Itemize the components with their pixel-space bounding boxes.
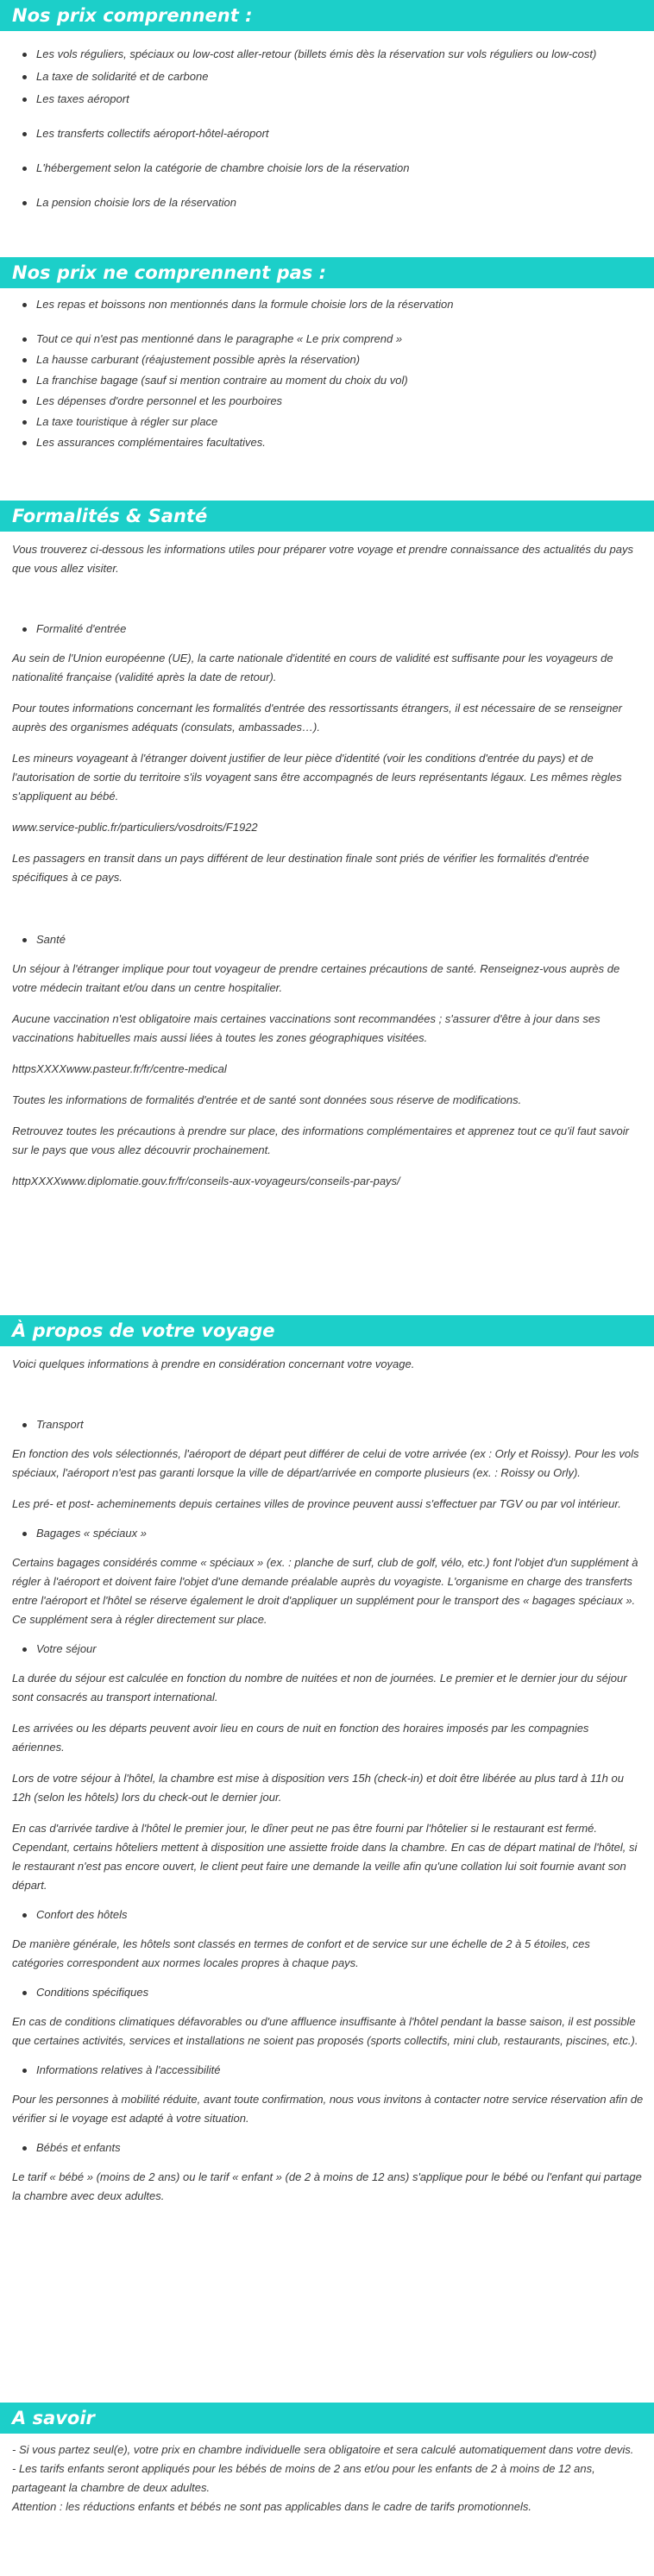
formalities-section — [0, 501, 654, 1315]
entry-link: www.service-public.fr/particuliers/vosdroits/F1922 — [12, 821, 258, 834]
formalities-intro: Vous trouverez ci-dessous les informations utiles pour préparer votre voyage et prendre connaissance des actualités du pays que vous allez visiter. — [12, 543, 633, 575]
about-title: À propos de votre voyage — [0, 1315, 654, 1346]
about-section — [0, 1315, 654, 2403]
baggage-label: Bagages « spéciaux » — [0, 1526, 654, 1541]
excluded-list — [0, 297, 654, 450]
transport-label: Transport — [0, 1417, 654, 1433]
entry-paragraph: Pour toutes informations concernant les formalités d'entrée des ressortissants étrangers, il est nécessaire de se renseigner auprès des organismes adéquats (consulats, ambassades…). — [12, 702, 623, 734]
excluded-item: Les assurances complémentaires facultatives. — [0, 435, 654, 450]
excluded-item: Tout ce qui n'est pas mentionné dans le paragraphe « Le prix comprend » — [0, 331, 654, 347]
stay-paragraph: En cas d'arrivée tardive à l'hôtel le premier jour, le dîner peut ne pas être fourni par l'hôtelier si le restaurant est fermé. Cependant, certains hôteliers mettent à disposition une assiette froide dans la chambre. En cas de départ matinal de l'hôtel, si le restaurant n'est pas encore ouvert, le client peut faire une demande la veille afin qu'une collation lui soit fournie avant son départ. — [12, 1822, 638, 1892]
excluded-item: Les repas et boissons non mentionnés dans la formule choisie lors de la réservation — [0, 297, 654, 312]
included-item: L'hébergement selon la catégorie de chambre choisie lors de la réservation — [0, 161, 654, 176]
conditions-paragraph: En cas de conditions climatiques défavorables ou d'une affluence insuffisante à l'hôtel pendant la basse saison, il est possible que certaines activités, services et installations ne soient pas proposés (sports collectifs, mini club, restaurants, piscines, etc.). — [12, 2015, 638, 2047]
know-line: - Si vous partez seul(e), votre prix en chambre individuelle sera obligatoire et sera calculé automatiquement dans votre devis. — [12, 2443, 634, 2456]
accessibility-paragraph: Pour les personnes à mobilité réduite, avant toute confirmation, nous vous invitons à contacter notre service réservation afin de vérifier si le voyage est adapté à votre situation. — [12, 2093, 644, 2125]
entry-label: Formalité d'entrée — [0, 621, 654, 637]
excluded-item: La franchise bagage (sauf si mention contraire au moment du choix du vol) — [0, 373, 654, 388]
excluded-title: Nos prix ne comprennent pas : — [0, 257, 654, 288]
transport-paragraph: Les pré- et post- acheminements depuis certaines villes de province peuvent aussi s'effectuer par TGV ou par vol intérieur. — [12, 1497, 621, 1510]
know-title: A savoir — [0, 2403, 654, 2434]
accessibility-label: Informations relatives à l'accessibilité — [0, 2063, 654, 2078]
included-item: Les vols réguliers, spéciaux ou low-cost aller-retour (billets émis dès la réservation sur vols réguliers ou low-cost) — [0, 47, 654, 62]
health-link: httpXXXXwww.diplomatie.gouv.fr/fr/conseils-aux-voyageurs/conseils-par-pays/ — [12, 1175, 400, 1187]
stay-label: Votre séjour — [0, 1641, 654, 1657]
excluded-item: La hausse carburant (réajustement possible après la réservation) — [0, 352, 654, 368]
comfort-paragraph: De manière générale, les hôtels sont classés en termes de confort et de service sur une échelle de 2 à 5 étoiles, ces catégories correspondent aux normes locales propres à chaque pays. — [12, 1937, 590, 1969]
included-section — [0, 0, 654, 257]
know-section — [0, 2403, 654, 2516]
stay-paragraph: Les arrivées ou les départs peuvent avoir lieu en cours de nuit en fonction des horaires imposés par les compagnies aériennes. — [12, 1722, 589, 1754]
entry-paragraph: Les mineurs voyageant à l'étranger doivent justifier de leur pièce d'identité (voir les conditions d'entrée du pays) et de l'autorisation de sortie du territoire s'ils voyagent sans être accompagnés de leurs représentants légaux. Les mêmes règles s'appliquent au bébé. — [12, 752, 622, 803]
baggage-paragraph: Certains bagages considérés comme « spéciaux » (ex. : planche de surf, club de golf, vélo, etc.) font l'objet d'un supplément à régler à l'aéroport et doivent faire l'objet d'une demande préalable auprès du voyagiste. L'organisme en charge des transferts entre l'aéroport et l'hôtel se réserve également le droit d'appliquer un supplément pour le transport des « bagages spéciaux ». Ce supplément sera à régler directement sur place. — [12, 1556, 638, 1626]
included-item: La taxe de solidarité et de carbone — [0, 69, 654, 85]
excluded-item: La taxe touristique à régler sur place — [0, 414, 654, 430]
health-paragraph: Aucune vaccination n'est obligatoire mais certaines vaccinations sont recommandées ; s'assurer d'être à jour dans ses vaccinations habituelles mais aussi liées à toutes les zones géographiques visitées. — [12, 1012, 601, 1044]
entry-paragraph: Les passagers en transit dans un pays différent de leur destination finale sont priés de vérifier les formalités d'entrée spécifiques à ce pays. — [12, 852, 589, 884]
health-paragraph: Toutes les informations de formalités d'entrée et de santé sont données sous réserve de modifications. — [12, 1093, 522, 1106]
excluded-item: Les dépenses d'ordre personnel et les pourboires — [0, 394, 654, 409]
health-paragraph: Retrouvez toutes les précautions à prendre sur place, des informations complémentaires et apprenez tout ce qu'il faut savoir sur le pays que vous allez découvrir prochainement. — [12, 1124, 629, 1156]
health-label: Santé — [0, 932, 654, 948]
know-line: Attention : les réductions enfants et bébés ne sont pas applicables dans le cadre de tarifs promotionnels. — [12, 2500, 531, 2513]
excluded-section — [0, 257, 654, 501]
comfort-label: Confort des hôtels — [0, 1907, 654, 1923]
health-paragraph: Un séjour à l'étranger implique pour tout voyageur de prendre certaines précautions de santé. Renseignez-vous auprès de votre médecin traitant et/ou dans un centre hospitalier. — [12, 962, 620, 994]
about-intro: Voici quelques informations à prendre en considération concernant votre voyage. — [12, 1357, 415, 1370]
entry-paragraph: Au sein de l'Union européenne (UE), la carte nationale d'identité en cours de validité est suffisante pour les voyageurs de nationalité française (validité après la date de retour). — [12, 652, 613, 683]
health-link: httpsXXXXwww.pasteur.fr/fr/centre-medical — [12, 1062, 227, 1075]
included-title: Nos prix comprennent : — [0, 0, 654, 31]
included-list — [0, 47, 654, 211]
included-item: La pension choisie lors de la réservation — [0, 195, 654, 211]
stay-paragraph: La durée du séjour est calculée en fonction du nombre de nuitées et non de journées. Le premier et le dernier jour du séjour sont consacrés au transport international. — [12, 1672, 627, 1704]
included-item: Les transferts collectifs aéroport-hôtel-aéroport — [0, 126, 654, 142]
stay-paragraph: Lors de votre séjour à l'hôtel, la chambre est mise à disposition vers 15h (check-in) et doit être libérée au plus tard à 11h ou 12h (selon les hôtels) lors du check-out le dernier jour. — [12, 1772, 624, 1804]
know-line: - Les tarifs enfants seront appliqués pour les bébés de moins de 2 ans et/ou pour les enfants de 2 à moins de 12 ans, partageant la chambre de deux adultes. — [12, 2462, 595, 2494]
formalities-title: Formalités & Santé — [0, 501, 654, 532]
kids-paragraph: Le tarif « bébé » (moins de 2 ans) ou le tarif « enfant » (de 2 à moins de 12 ans) s'applique pour le bébé ou l'enfant qui partage la chambre avec deux adultes. — [12, 2170, 642, 2202]
included-item: Les taxes aéroport — [0, 91, 654, 107]
transport-paragraph: En fonction des vols sélectionnés, l'aéroport de départ peut différer de celui de votre arrivée (ex : Orly et Roissy). Pour les vols spéciaux, l'aéroport n'est pas garanti lorsque la ville de départ/arrivée en comporte plusieurs (ex. : Roissy ou Orly). — [12, 1447, 639, 1479]
kids-label: Bébés et enfants — [0, 2140, 654, 2156]
conditions-label: Conditions spécifiques — [0, 1985, 654, 2000]
